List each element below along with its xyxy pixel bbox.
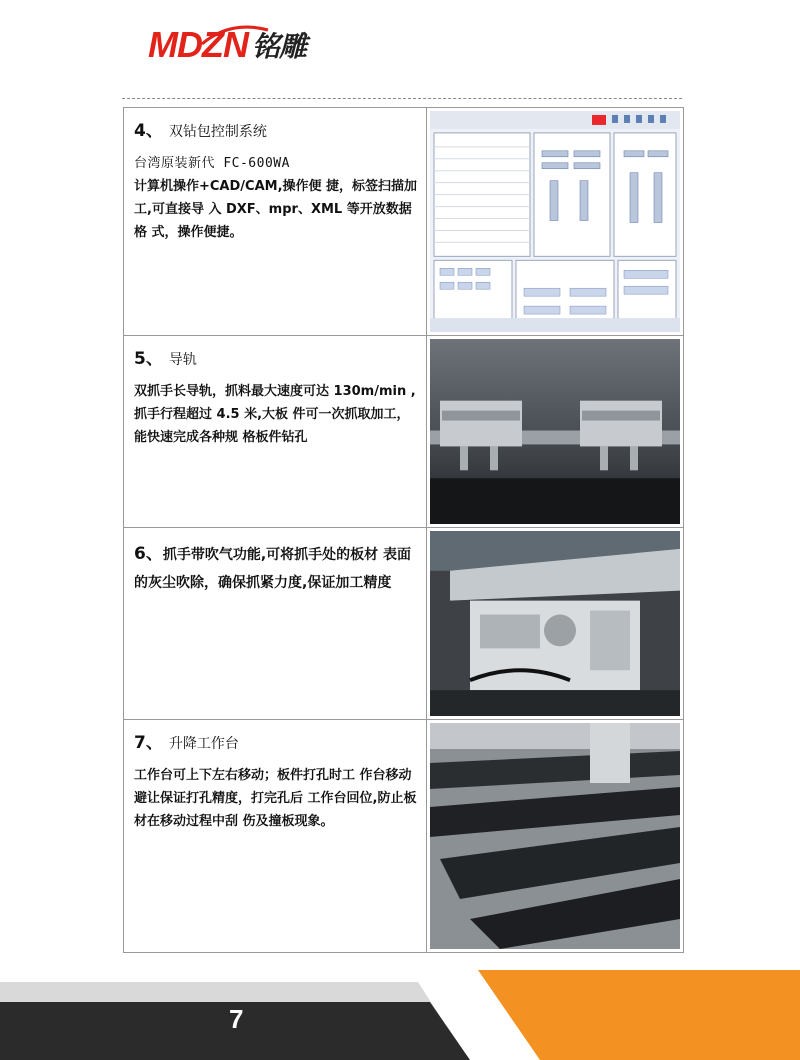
feature-line: 台湾原装新代 FC-600WA — [134, 156, 290, 171]
logo-swoosh-icon — [200, 24, 270, 48]
logo-chinese-text: 铭雕 — [251, 30, 306, 63]
feature-table — [123, 107, 684, 953]
feature-text — [124, 336, 427, 527]
feature-text — [124, 720, 427, 952]
feature-title: 升降工作台 — [168, 736, 239, 752]
feature-text — [124, 108, 427, 335]
footer-band — [0, 970, 800, 1060]
header-divider — [122, 98, 682, 99]
feature-heading — [134, 120, 418, 144]
feature-row-lift-table — [124, 720, 683, 952]
feature-row-rail — [124, 336, 683, 528]
feature-row-control-system — [124, 108, 683, 336]
feature-row-blow — [124, 528, 683, 720]
feature-title: 导轨 — [168, 352, 197, 368]
logo-latin-text: MDZN — [148, 24, 248, 65]
feature-text — [124, 528, 427, 719]
feature-number: 7、 — [134, 733, 163, 753]
feature-title: 抓手带吹气功能,可将抓手处的板材 表面的灰尘吹除，确保抓紧力度,保证加工精度 — [134, 547, 412, 591]
gripper-rail-photo — [427, 336, 683, 527]
gripper-blow-photo — [427, 528, 683, 719]
feature-heading — [134, 348, 418, 372]
feature-body: 工作台可上下左右移动；板件打孔时工 作台移动避让保证打孔精度，打完孔后 工作台回位,防止板材在移动过程中刮 伤及撞板现象。 — [134, 768, 417, 829]
feature-heading — [134, 732, 418, 756]
brand-logo — [148, 22, 306, 68]
control-software-screenshot — [427, 108, 683, 335]
feature-title: 双钻包控制系统 — [168, 124, 267, 140]
feature-body: 双抓手长导轨，抓料最大速度可达 130m/min ,抓手行程超过 4.5 米,大板 件可一次抓取加工，能快速完成各种规 格板件钻孔 — [134, 384, 416, 445]
feature-number: 5、 — [134, 349, 163, 369]
lifting-table-photo — [427, 720, 683, 952]
feature-number: 4、 — [134, 121, 163, 141]
feature-heading — [134, 540, 418, 597]
feature-number: 6、 — [134, 544, 163, 564]
page-number: 7 — [229, 1004, 244, 1034]
feature-body: 计算机操作+CAD/CAM,操作便 捷，标签扫描加工,可直接导 入 DXF、mpr、XML 等开放数据格 式，操作便捷。 — [134, 179, 418, 240]
